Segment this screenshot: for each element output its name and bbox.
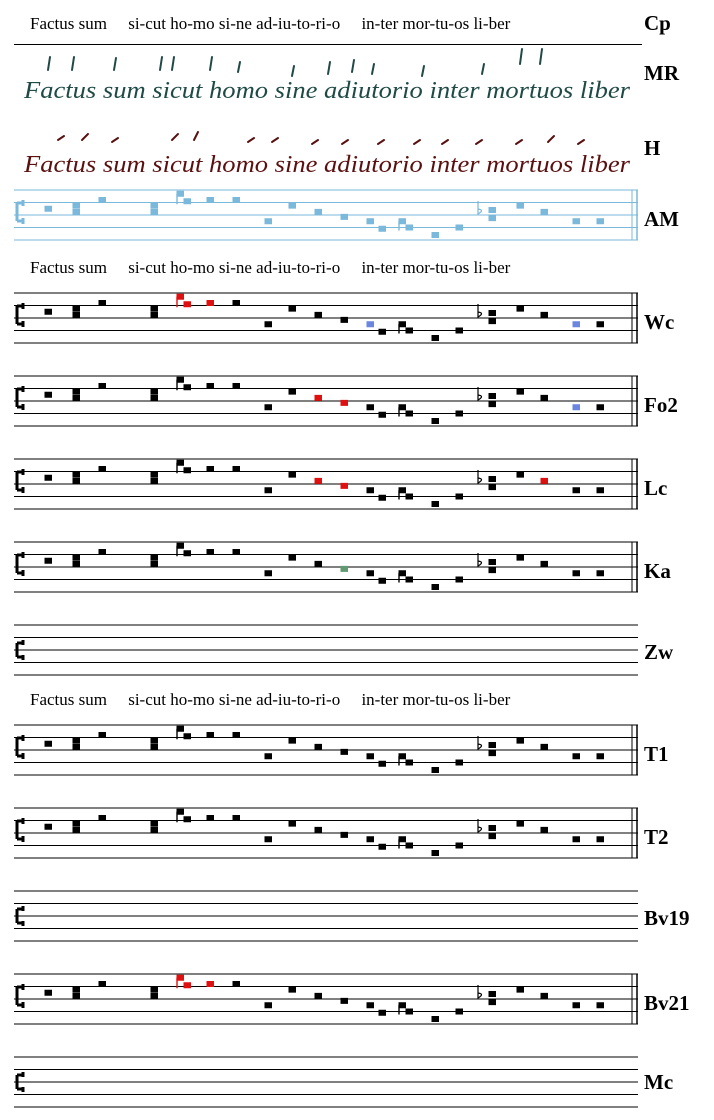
siglum-h: H xyxy=(644,136,661,160)
staff-fo2 xyxy=(14,376,638,426)
neume-note xyxy=(315,827,323,833)
neume-note xyxy=(399,753,407,759)
neume-note xyxy=(367,487,375,493)
neume-stroke xyxy=(82,134,88,140)
neume-stroke xyxy=(238,62,240,72)
neume-note xyxy=(341,566,349,572)
neume-note xyxy=(456,494,464,500)
manuscript-mr-image xyxy=(22,46,634,108)
staff-bv19 xyxy=(14,891,638,941)
neume-note xyxy=(399,487,407,493)
neume-note xyxy=(207,300,215,306)
neume-note xyxy=(517,987,525,993)
neume-note xyxy=(367,836,375,842)
neume-note xyxy=(99,466,107,472)
neume-note xyxy=(151,306,159,312)
neume-note xyxy=(265,1002,273,1008)
neume-note xyxy=(99,732,107,738)
neume-note xyxy=(406,494,414,500)
neume-note xyxy=(289,389,297,395)
neume-note xyxy=(489,567,497,573)
neume-note xyxy=(207,981,215,987)
neume-note xyxy=(379,412,387,418)
neume-note xyxy=(151,821,159,827)
neume-note xyxy=(265,404,273,410)
neume-note xyxy=(379,761,387,767)
neume-note xyxy=(45,990,53,996)
neume-note xyxy=(233,466,241,472)
neume-stroke xyxy=(372,64,374,74)
neume-note xyxy=(541,395,549,401)
neume-note xyxy=(289,555,297,561)
header-rule xyxy=(14,44,642,45)
neume-note xyxy=(399,321,407,327)
neume-note xyxy=(151,987,159,993)
neume-note xyxy=(177,543,185,549)
staff-ka xyxy=(14,542,638,592)
neume-stroke xyxy=(578,140,584,144)
neume-note xyxy=(315,209,323,215)
neume-note xyxy=(489,318,497,324)
staff-am-drawing xyxy=(14,190,638,250)
neume-note xyxy=(456,1009,464,1015)
neume-stroke xyxy=(312,140,318,144)
neume-note xyxy=(489,215,497,221)
neume-note xyxy=(489,310,497,316)
neume-note xyxy=(406,225,414,231)
neume-note xyxy=(517,203,525,209)
neume-note xyxy=(289,987,297,993)
neume-stroke xyxy=(342,140,348,144)
neume-stroke xyxy=(210,57,212,70)
neume-note xyxy=(151,203,159,209)
neume-stroke xyxy=(516,140,522,144)
neume-note xyxy=(99,981,107,987)
neume-note xyxy=(573,321,581,327)
neume-note xyxy=(99,197,107,203)
handwritten-text: Factus sum sicut homo sine adiutorio inter mortuos liber xyxy=(22,78,631,104)
neume-note xyxy=(367,404,375,410)
neume-stroke xyxy=(194,132,198,140)
siglum-wc: Wc xyxy=(644,310,675,334)
neume-note xyxy=(207,549,215,555)
neume-note xyxy=(233,981,241,987)
neume-note xyxy=(367,1002,375,1008)
neume-note xyxy=(73,993,81,999)
neume-stroke xyxy=(328,62,330,74)
neume-note xyxy=(177,377,185,383)
neume-note xyxy=(541,993,549,999)
neume-note xyxy=(233,383,241,389)
neume-note xyxy=(177,294,185,300)
neume-note xyxy=(289,472,297,478)
neume-stroke xyxy=(520,49,522,64)
neume-note xyxy=(184,982,192,988)
neume-note xyxy=(265,753,273,759)
neume-note xyxy=(265,487,273,493)
neume-note xyxy=(541,561,549,567)
neume-note xyxy=(184,384,192,390)
neume-stroke xyxy=(72,57,74,70)
neume-note xyxy=(406,843,414,849)
neume-note xyxy=(177,460,185,466)
neume-note xyxy=(45,392,53,398)
neume-note xyxy=(289,821,297,827)
neume-note xyxy=(406,411,414,417)
neume-note xyxy=(573,570,581,576)
handwritten-text: Factus sum sicut homo sine adiutorio inter mortuos liber xyxy=(22,152,631,178)
neume-note xyxy=(73,827,81,833)
neume-note xyxy=(573,836,581,842)
staff-ka-drawing xyxy=(14,542,638,602)
neume-note xyxy=(489,833,497,839)
c-clef xyxy=(17,200,23,224)
neume-note xyxy=(45,741,53,747)
neume-note xyxy=(73,821,81,827)
neume-stroke xyxy=(482,64,484,74)
neume-note xyxy=(456,411,464,417)
neume-stroke xyxy=(422,66,424,76)
neume-note xyxy=(341,832,349,838)
neume-note xyxy=(541,478,549,484)
neume-note xyxy=(151,993,159,999)
neume-stroke xyxy=(58,136,64,140)
neume-note xyxy=(177,726,185,732)
neume-note xyxy=(233,549,241,555)
staff-lc xyxy=(14,459,638,509)
neume-note xyxy=(233,815,241,821)
neume-note xyxy=(233,197,241,203)
neume-stroke xyxy=(442,140,448,144)
neume-note xyxy=(315,478,323,484)
lyric-line-3: Factus sum si-cut ho-mo si-ne ad-iu-to-ri-o in-ter mor-tu-os li-ber xyxy=(30,690,511,709)
neume-note xyxy=(265,218,273,224)
neume-note xyxy=(541,209,549,215)
neume-note xyxy=(367,321,375,327)
staff-t1 xyxy=(14,725,638,775)
neume-stroke xyxy=(160,57,162,70)
neume-note xyxy=(489,999,497,1005)
neume-note xyxy=(489,484,497,490)
neume-note xyxy=(379,578,387,584)
neume-note xyxy=(489,207,497,213)
neume-note xyxy=(597,1002,605,1008)
siglum-zw: Zw xyxy=(644,640,674,664)
neume-note xyxy=(399,570,407,576)
neume-stroke xyxy=(172,134,178,140)
neume-note xyxy=(45,309,53,315)
neume-note xyxy=(289,738,297,744)
siglum-bv19: Bv19 xyxy=(644,906,690,930)
neume-note xyxy=(315,993,323,999)
neume-note xyxy=(265,570,273,576)
siglum-mr: MR xyxy=(644,61,679,85)
neume-note xyxy=(597,836,605,842)
neume-note xyxy=(517,555,525,561)
siglum-bv21: Bv21 xyxy=(644,991,690,1015)
neume-note xyxy=(73,395,81,401)
neume-note xyxy=(73,389,81,395)
neume-note xyxy=(573,218,581,224)
siglum-ka: Ka xyxy=(644,559,671,583)
neume-note xyxy=(45,824,53,830)
neume-note xyxy=(541,744,549,750)
neume-stroke xyxy=(172,57,174,70)
neume-note xyxy=(432,584,440,590)
staff-bv19-drawing xyxy=(14,891,638,951)
neume-note xyxy=(99,383,107,389)
neume-stroke xyxy=(292,66,294,76)
neume-note xyxy=(184,301,192,307)
neume-stroke xyxy=(114,58,116,70)
neume-note xyxy=(541,827,549,833)
staff-lc-drawing xyxy=(14,459,638,519)
staff-am xyxy=(14,190,638,240)
neume-note xyxy=(367,570,375,576)
staff-t2-drawing xyxy=(14,808,638,868)
neume-note xyxy=(265,321,273,327)
neume-note xyxy=(406,760,414,766)
neume-note xyxy=(151,738,159,744)
neume-note xyxy=(233,300,241,306)
neume-note xyxy=(184,467,192,473)
neume-note xyxy=(517,738,525,744)
neume-note xyxy=(151,478,159,484)
neume-note xyxy=(184,733,192,739)
neume-note xyxy=(177,191,185,197)
neume-note xyxy=(597,570,605,576)
staff-wc-drawing xyxy=(14,293,638,353)
neume-note xyxy=(573,753,581,759)
neume-note xyxy=(489,750,497,756)
neume-note xyxy=(489,742,497,748)
neume-note xyxy=(45,558,53,564)
siglum-lc: Lc xyxy=(644,476,668,500)
neume-note xyxy=(432,501,440,507)
neume-stroke xyxy=(112,138,118,142)
neume-note xyxy=(73,555,81,561)
neume-note xyxy=(207,732,215,738)
neume-note xyxy=(489,401,497,407)
neume-note xyxy=(379,844,387,850)
neume-note xyxy=(177,975,185,981)
siglum-cp: Cp xyxy=(644,11,671,35)
staff-mc-drawing xyxy=(14,1057,638,1117)
neume-stroke xyxy=(248,138,254,142)
c-clef xyxy=(17,386,23,410)
staff-zw xyxy=(14,625,638,675)
neume-note xyxy=(73,738,81,744)
manuscript-h-image xyxy=(22,120,634,182)
neume-note xyxy=(151,312,159,318)
neume-note xyxy=(517,821,525,827)
siglum-mc: Mc xyxy=(644,1070,674,1094)
neume-note xyxy=(367,753,375,759)
neume-note xyxy=(367,218,375,224)
neume-note xyxy=(573,404,581,410)
c-clef xyxy=(17,303,23,327)
neume-note xyxy=(456,328,464,334)
neume-note xyxy=(573,487,581,493)
neume-note xyxy=(489,476,497,482)
neume-note xyxy=(315,395,323,401)
neume-note xyxy=(151,389,159,395)
neume-note xyxy=(489,825,497,831)
neume-note xyxy=(99,815,107,821)
staff-t1-drawing xyxy=(14,725,638,785)
neume-note xyxy=(406,577,414,583)
neume-note xyxy=(432,1016,440,1022)
neume-note xyxy=(432,418,440,424)
neume-note xyxy=(184,816,192,822)
neume-note xyxy=(99,300,107,306)
staff-t2 xyxy=(14,808,638,858)
c-clef xyxy=(17,552,23,576)
neume-stroke xyxy=(48,57,50,70)
neume-note xyxy=(341,998,349,1004)
neume-note xyxy=(265,836,273,842)
c-clef xyxy=(17,984,23,1008)
neume-note xyxy=(151,209,159,215)
neume-stroke xyxy=(414,140,420,144)
neume-note xyxy=(207,383,215,389)
neume-note xyxy=(399,218,407,224)
staff-fo2-drawing xyxy=(14,376,638,436)
neume-note xyxy=(341,214,349,220)
neume-note xyxy=(573,1002,581,1008)
neume-note xyxy=(517,306,525,312)
neume-note xyxy=(315,744,323,750)
neume-note xyxy=(233,732,241,738)
siglum-t2: T2 xyxy=(644,825,669,849)
neume-note xyxy=(73,561,81,567)
neume-note xyxy=(73,203,81,209)
neume-stroke xyxy=(476,140,482,144)
neume-note xyxy=(289,203,297,209)
neume-note xyxy=(399,1002,407,1008)
neume-stroke xyxy=(272,138,278,142)
neume-stroke xyxy=(548,136,554,142)
neume-stroke xyxy=(540,49,542,64)
neume-note xyxy=(207,197,215,203)
neume-note xyxy=(597,487,605,493)
neume-note xyxy=(151,561,159,567)
neume-note xyxy=(73,209,81,215)
neume-stroke xyxy=(378,140,384,144)
staff-mc xyxy=(14,1057,638,1107)
neume-note xyxy=(73,312,81,318)
neume-note xyxy=(315,312,323,318)
neume-note xyxy=(517,472,525,478)
neume-note xyxy=(597,753,605,759)
staff-wc xyxy=(14,293,638,343)
neume-note xyxy=(73,306,81,312)
neume-note xyxy=(379,495,387,501)
neume-note xyxy=(432,232,440,238)
neume-note xyxy=(151,744,159,750)
neume-note xyxy=(456,843,464,849)
neume-note xyxy=(45,475,53,481)
neume-stroke xyxy=(352,60,354,72)
manuscript-mr-drawing xyxy=(22,46,634,108)
neume-note xyxy=(184,550,192,556)
neume-note xyxy=(184,198,192,204)
neume-note xyxy=(432,767,440,773)
neume-note xyxy=(406,328,414,334)
c-clef xyxy=(17,818,23,842)
neume-note xyxy=(73,744,81,750)
neume-note xyxy=(432,335,440,341)
neume-note xyxy=(45,206,53,212)
neume-note xyxy=(99,549,107,555)
neume-note xyxy=(315,561,323,567)
c-clef xyxy=(17,469,23,493)
neume-note xyxy=(73,478,81,484)
neume-note xyxy=(207,466,215,472)
neume-note xyxy=(489,393,497,399)
neume-note xyxy=(151,395,159,401)
neume-note xyxy=(379,329,387,335)
neume-note xyxy=(597,404,605,410)
neume-note xyxy=(151,827,159,833)
neume-note xyxy=(406,1009,414,1015)
neume-note xyxy=(399,404,407,410)
staff-zw-drawing xyxy=(14,625,638,685)
neume-note xyxy=(341,400,349,406)
siglum-fo2: Fo2 xyxy=(644,393,678,417)
neume-note xyxy=(73,987,81,993)
neume-note xyxy=(517,389,525,395)
siglum-am: AM xyxy=(644,207,679,231)
neume-note xyxy=(456,225,464,231)
neume-note xyxy=(379,226,387,232)
neume-note xyxy=(73,472,81,478)
neume-note xyxy=(432,850,440,856)
neume-note xyxy=(341,317,349,323)
neume-note xyxy=(597,321,605,327)
neume-note xyxy=(456,760,464,766)
manuscript-h-drawing xyxy=(22,120,634,182)
neume-note xyxy=(151,472,159,478)
neume-note xyxy=(489,991,497,997)
neume-note xyxy=(597,218,605,224)
neume-note xyxy=(289,306,297,312)
staff-bv21-drawing xyxy=(14,974,638,1034)
lyric-line-2: Factus sum si-cut ho-mo si-ne ad-iu-to-ri-o in-ter mor-tu-os li-ber xyxy=(30,258,511,277)
neume-note xyxy=(207,815,215,821)
neume-note xyxy=(399,836,407,842)
neume-note xyxy=(456,577,464,583)
neume-note xyxy=(379,1010,387,1016)
neume-note xyxy=(541,312,549,318)
staff-bv21 xyxy=(14,974,638,1024)
neume-note xyxy=(341,749,349,755)
neume-note xyxy=(177,809,185,815)
neume-note xyxy=(489,559,497,565)
header-lyric: Factus sum si-cut ho-mo si-ne ad-iu-to-ri-o in-ter mor-tu-os li-ber xyxy=(30,14,511,33)
siglum-t1: T1 xyxy=(644,742,669,766)
neume-note xyxy=(341,483,349,489)
c-clef xyxy=(17,735,23,759)
neume-note xyxy=(151,555,159,561)
